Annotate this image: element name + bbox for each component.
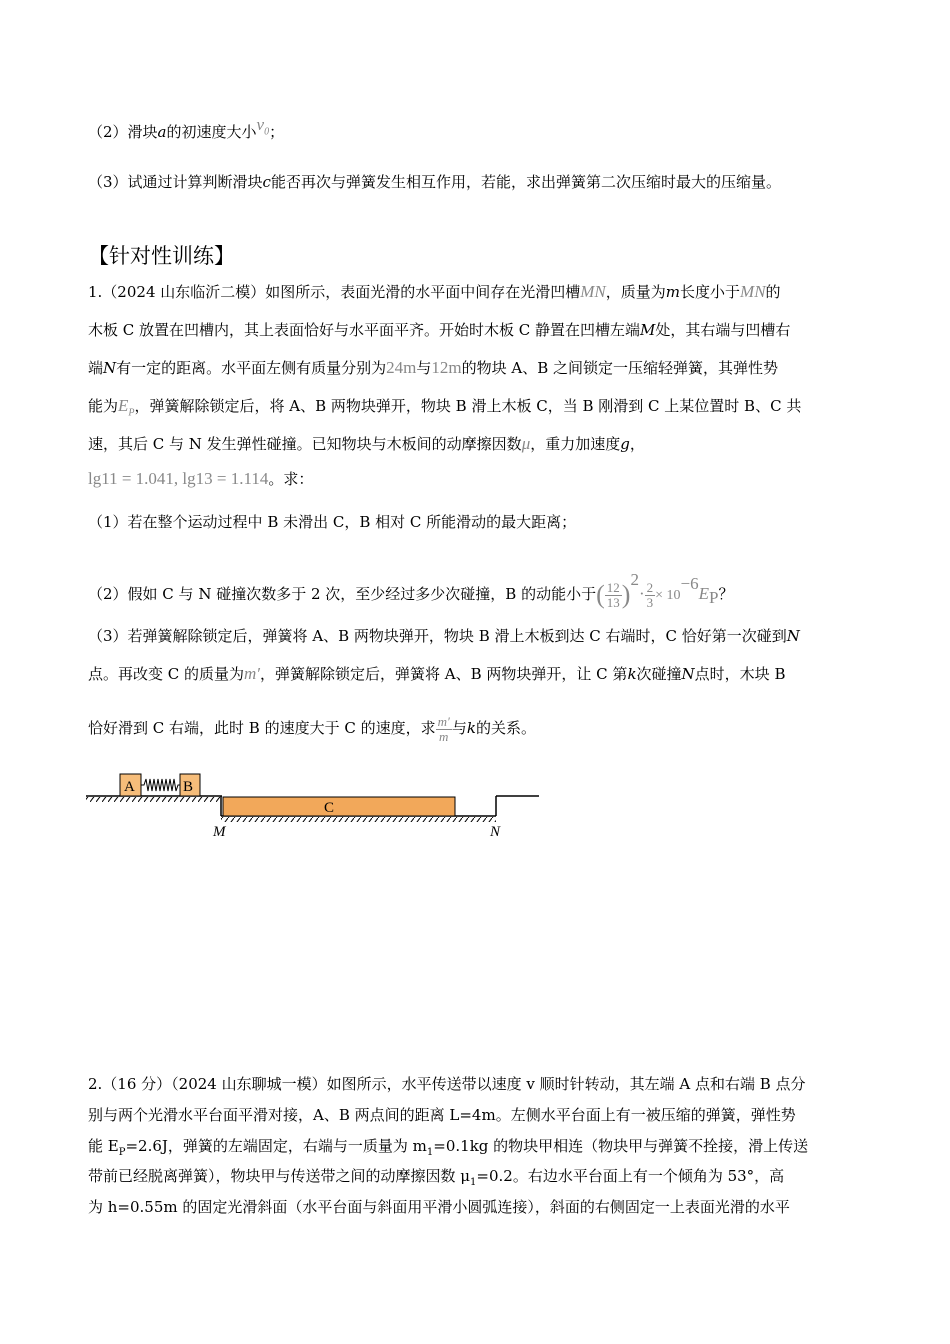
label-n: N <box>490 824 501 840</box>
block-a-label: A <box>124 779 135 795</box>
fraction-12-13: $\frac{12}{13}$ <box>606 579 620 610</box>
lg-formula: lg11 = 1.041, lg13 = 1.114 <box>88 469 269 488</box>
spring <box>141 779 180 791</box>
p2-line2: 别与两个光滑水平台面平滑对接，A、B 两点间的距离 L=4m。左侧水平台面上有一被压缩的弹簧，弹性势 <box>88 1106 796 1124</box>
p2-line1: 2.（16 分）（2024 山东聊城一模）如图所示，水平传送带以速度 v 顺时针转动，其左端 A 点和右端 B 点分 <box>88 1075 806 1093</box>
p1-line2: 木板 C 放置在凹槽内，其上表面恰好与水平面平齐。开始时木板 C 静置在凹槽左端M处，其右端与凹槽右 <box>88 321 791 339</box>
p1-q3-line1: （3）若弹簧解除锁定后，弹簧将 A、B 两物块弹开，物块 B 滑上木板到达 C 右端时，C 恰好第一次碰到N <box>88 627 800 645</box>
ep-formula: $E_P$ <box>118 396 135 419</box>
p1-q3-line3: 恰好滑到 C 右端，此时 B 的速度大于 C 的速度，求 $\frac{m'}{m}$ 与k的关系。 <box>88 713 536 744</box>
p2-line4: 带前已经脱离弹簧），物块甲与传送带之间的动摩擦因数 $\mu_1=0.2$。右边水平台面上有一个倾角为 53°，高 <box>88 1167 785 1188</box>
p1-q1: （1）若在整个运动过程中 B 未滑出 C，B 相对 C 所能滑动的最大距离； <box>88 513 577 531</box>
v0-formula: $v_0$ <box>256 115 270 138</box>
p1-line5: 速，其后 C 与 N 发生弹性碰撞。已知物块与木板间的动摩擦因数μ，重力加速度g， <box>88 434 645 453</box>
p2-line5: 为 h=0.55m 的固定光滑斜面（水平台面与斜面用平滑小圆弧连接），斜面的右侧固定一上表面光滑的水平 <box>88 1198 790 1216</box>
p1-line4: 能为$E_P$，弹簧解除锁定后，将 A、B 两物块弹开，物块 B 滑上木板 C，当 B 刚滑到 C 上某位置时 B、C 共 <box>88 396 802 419</box>
section-heading: 【针对性训练】 <box>88 244 235 268</box>
label-m: M <box>213 824 226 840</box>
p1-line1: 1.（2024 山东临沂二模）如图所示，表面光滑的水平面中间存在光滑凹槽MN，质量为m长度小于MN的 <box>88 282 781 301</box>
figure-blocks-board <box>84 762 544 844</box>
p1-q2: （2）假如 C 与 N 碰撞次数多于 2 次，至少经过多少次碰撞，B 的动能小于( $\frac{12}{13}$ )$^2$· $\frac{2}{3}$ × $10^{-6}E_P$？ <box>88 570 734 610</box>
prev-q3: （3）试通过计算判断滑块c能否再次与弹簧发生相互作用，若能，求出弹簧第二次压缩时最大的压缩量。 <box>88 173 781 191</box>
p1-q3-line2: 点。再改变 C 的质量为m′，弹簧解除锁定后，弹簧将 A、B 两物块弹开，让 C 第k次碰撞N点时，木块 B <box>88 664 786 683</box>
board-c-label: C <box>324 800 335 816</box>
block-b-label: B <box>183 779 194 795</box>
p1-line3: 端N有一定的距离。水平面左侧有质量分别为24m与12m的物块 A、B 之间锁定一压缩轻弹簧，其弹性势 <box>88 358 779 377</box>
prev-q2: （2）滑块a的初速度大小$v_0$； <box>88 115 285 141</box>
p2-line3: 能 $E_P=2.6J$，弹簧的左端固定，右端与一质量为 $m_1=0.1kg$ 的物块甲相连（物块甲与弹簧不拴接，滑上传送 <box>88 1137 809 1158</box>
board-c <box>223 797 455 816</box>
p1-line6: lg11 = 1.041, lg13 = 1.114。求： <box>88 469 314 488</box>
